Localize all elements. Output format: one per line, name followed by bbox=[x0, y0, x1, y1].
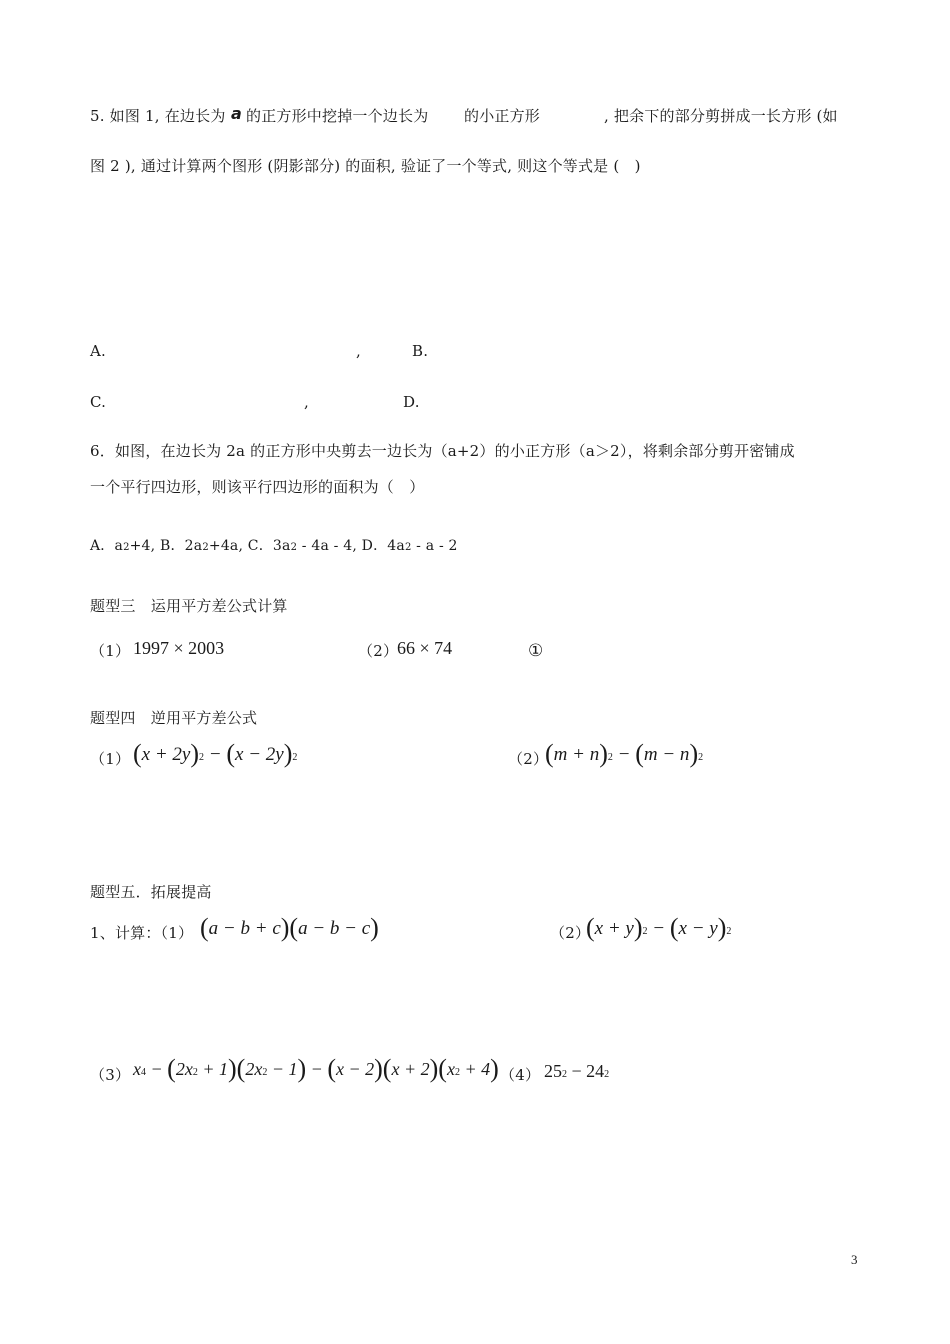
q6-option-d: D．4a2 - a - 2 bbox=[361, 538, 458, 554]
section4-item2-label: （2） bbox=[508, 750, 549, 768]
page-number: 3 bbox=[851, 1252, 858, 1267]
q5-text-part2: 的正方形中挖掉一个边长为 bbox=[246, 107, 429, 125]
q5-text-part4: , 把余下的部分剪拼成一长方形 (如 bbox=[604, 107, 838, 125]
q6-text-line1: 6．如图，在边长为 2a 的正方形中央剪去一边长为（a+2）的小正方形（a＞2），将剩余部分剪开密铺成 bbox=[90, 442, 795, 460]
section4-title: 题型四 逆用平方差公式 bbox=[90, 709, 258, 727]
section5-item4-label: （4） bbox=[500, 1066, 541, 1084]
section5-item1-prefix: 1、计算：（1） bbox=[90, 924, 194, 942]
section3-title: 题型三 运用平方差公式计算 bbox=[90, 597, 288, 615]
q5-variable-a: a bbox=[231, 104, 242, 123]
section5-item2-label: （2） bbox=[550, 924, 591, 942]
section5-item3-label: （3） bbox=[90, 1066, 131, 1084]
q5-option-b-label: B. bbox=[412, 342, 429, 360]
section5-item2-formula: (x + y)2 − (x − y)2 bbox=[586, 913, 732, 942]
q5-text-line2: 图 2 ), 通过计算两个图形 (阴影部分) 的面积, 验证了一个等式, 则这个等式是 ( ) bbox=[90, 157, 641, 175]
section3-item1-label: （1） bbox=[90, 642, 131, 660]
section4-item2-formula: (m + n)2 − (m − n)2 bbox=[545, 739, 704, 768]
section3-item2-label: （2） bbox=[358, 642, 399, 660]
section5-item1-formula: (a − b + c)(a − b − c) bbox=[200, 913, 379, 942]
q6-option-c: C．3a2 - 4a - 4, bbox=[247, 538, 358, 554]
q5-text-part1: 5. 如图 1, 在边长为 bbox=[90, 107, 226, 125]
section5-title: 题型五．拓展提高 bbox=[90, 883, 212, 901]
section5-item4-formula: 252 − 242 bbox=[544, 1061, 610, 1081]
q6-option-a: A．a2+4, bbox=[90, 538, 156, 554]
q5-option-c-label: C. bbox=[90, 393, 107, 411]
q6-option-b: B．2a2+4a, bbox=[159, 538, 244, 554]
q5-text-part3: 的小正方形 bbox=[464, 107, 541, 125]
section3-item1-expression: 1997 × 2003 bbox=[133, 638, 225, 658]
q6-options bbox=[90, 536, 458, 558]
q5-option-a-label: A. bbox=[90, 342, 107, 360]
q5-option-a-comma: , bbox=[356, 342, 361, 360]
q5-option-c-comma: , bbox=[304, 393, 309, 411]
section5-item3-formula: x4 − (2x2 + 1)(2x2 − 1) − (x − 2)(x + 2)(x2 + 4) bbox=[133, 1054, 499, 1083]
section4-item1-label: （1） bbox=[90, 750, 131, 768]
section3-item2-expression: 66 × 74 bbox=[397, 638, 453, 658]
circled-number-mark: ① bbox=[528, 641, 544, 661]
q5-option-d-label: D. bbox=[403, 393, 420, 411]
section4-item1-formula: (x + 2y)2 − (x − 2y)2 bbox=[133, 739, 298, 768]
q6-text-line2: 一个平行四边形，则该平行四边形的面积为（ ） bbox=[90, 478, 425, 496]
